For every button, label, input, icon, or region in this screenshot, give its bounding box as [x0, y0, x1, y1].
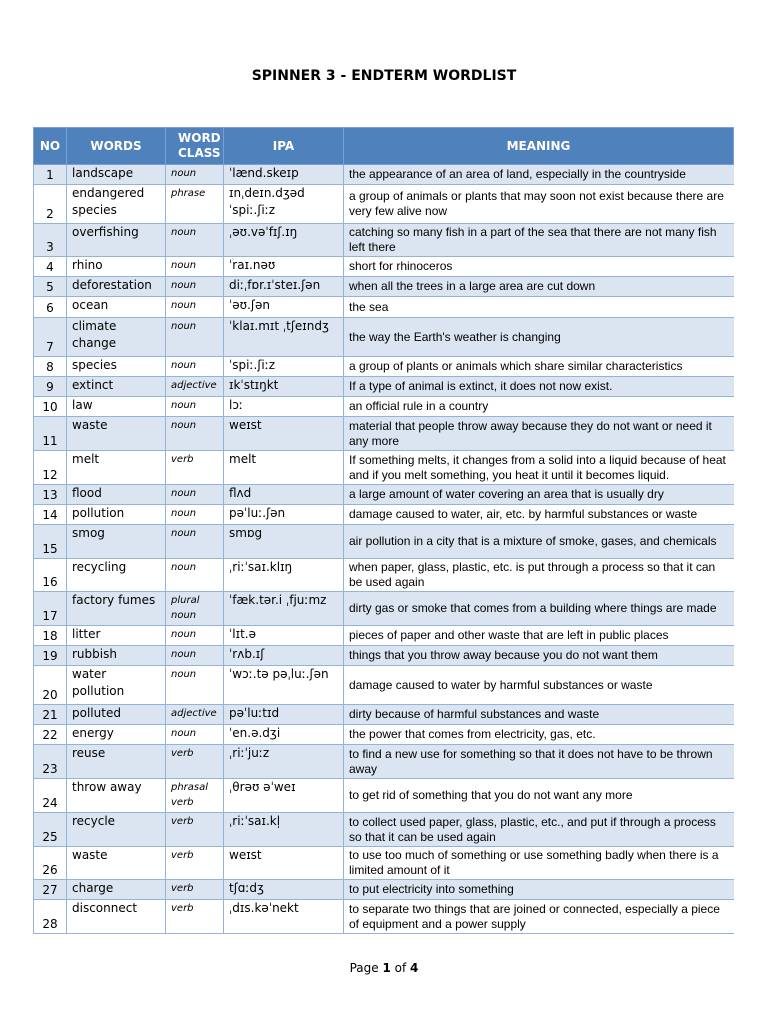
row-number: 12	[34, 451, 67, 485]
table-row	[34, 185, 734, 224]
meaning-cell: a large amount of water covering an area that is usually dry	[344, 485, 734, 505]
meaning-cell: If something melts, it changes from a solid into a liquid because of heat and if you melt something, you heat it until it becomes liquid.	[344, 451, 734, 485]
table-row	[34, 900, 734, 934]
word-class-cell: noun	[166, 397, 224, 417]
ipa-cell: ˈlɪt.ə	[224, 626, 344, 646]
table-row	[34, 451, 734, 485]
word-class-cell: noun	[166, 525, 224, 559]
word-cell: ocean	[67, 297, 166, 318]
word-class-cell: noun	[166, 725, 224, 745]
word-cell: species	[67, 357, 166, 377]
page-title: SPINNER 3 - ENDTERM WORDLIST	[251, 68, 517, 84]
word-class-cell: verb	[166, 880, 224, 900]
meaning-cell: damage caused to water by harmful substances or waste	[344, 666, 734, 705]
row-number: 11	[34, 417, 67, 451]
footer-prefix: Page	[349, 961, 383, 975]
word-cell: charge	[67, 880, 166, 900]
row-number: 9	[34, 377, 67, 397]
word-class-cell: verb	[166, 813, 224, 847]
word-cell: throw away	[67, 779, 166, 813]
table-row	[34, 705, 734, 725]
word-class-cell: noun	[166, 505, 224, 525]
ipa-cell: ˈraɪ.nəʊ	[224, 257, 344, 277]
meaning-cell: when all the trees in a large area are cut down	[344, 277, 734, 297]
meaning-cell: the power that comes from electricity, gas, etc.	[344, 725, 734, 745]
row-number: 17	[34, 592, 67, 626]
table-row	[34, 880, 734, 900]
meaning-cell: an official rule in a country	[344, 397, 734, 417]
ipa-cell: ˈlænd.skeɪp	[224, 165, 344, 185]
ipa-cell: ˈspiː.ʃiːz	[224, 357, 344, 377]
word-class-cell: noun	[166, 626, 224, 646]
row-number: 25	[34, 813, 67, 847]
table-row	[34, 646, 734, 666]
ipa-cell: weɪst	[224, 847, 344, 880]
header-words: WORDS	[67, 128, 166, 165]
meaning-cell: dirty gas or smoke that comes from a building where things are made	[344, 592, 734, 626]
table-row	[34, 745, 734, 779]
meaning-cell: a group of plants or animals which share similar characteristics	[344, 357, 734, 377]
word-class-cell: verb	[166, 900, 224, 934]
ipa-cell: diːˌfɒr.ɪˈsteɪ.ʃən	[224, 277, 344, 297]
table-row	[34, 377, 734, 397]
header-meaning: MEANING	[344, 128, 734, 165]
meaning-cell: to find a new use for something so that it does not have to be thrown away	[344, 745, 734, 779]
word-cell: waste	[67, 417, 166, 451]
total-pages: 4	[410, 961, 419, 975]
table-header	[34, 128, 734, 165]
wordlist-table	[33, 127, 734, 934]
row-number: 14	[34, 505, 67, 525]
word-class-cell: adjective	[166, 377, 224, 397]
word-class-cell: noun	[166, 277, 224, 297]
word-cell: smog	[67, 525, 166, 559]
word-class-cell: noun	[166, 559, 224, 592]
table-row	[34, 725, 734, 745]
meaning-cell: to get rid of something that you do not want any more	[344, 779, 734, 813]
ipa-cell: ˌriːˈsaɪ.kl̩	[224, 813, 344, 847]
word-cell: energy	[67, 725, 166, 745]
row-number: 28	[34, 900, 67, 934]
ipa-cell: ˌdɪs.kəˈnekt	[224, 900, 344, 934]
word-cell: law	[67, 397, 166, 417]
header-ipa: IPA	[224, 128, 344, 165]
row-number: 8	[34, 357, 67, 377]
word-cell: rhino	[67, 257, 166, 277]
word-cell: climate change	[67, 318, 166, 357]
word-cell: polluted	[67, 705, 166, 725]
ipa-cell: flʌd	[224, 485, 344, 505]
page-footer	[0, 961, 768, 975]
meaning-cell: to use too much of something or use something badly when there is a limited amount of it	[344, 847, 734, 880]
row-number: 18	[34, 626, 67, 646]
word-class-cell: phrase	[166, 185, 224, 224]
word-cell: recycling	[67, 559, 166, 592]
meaning-cell: If a type of animal is extinct, it does not now exist.	[344, 377, 734, 397]
word-cell: landscape	[67, 165, 166, 185]
word-class-cell: noun	[166, 646, 224, 666]
word-cell: waste	[67, 847, 166, 880]
row-number: 15	[34, 525, 67, 559]
table-row	[34, 257, 734, 277]
ipa-cell: ˌriːˈjuːz	[224, 745, 344, 779]
row-number: 13	[34, 485, 67, 505]
row-number: 20	[34, 666, 67, 705]
table-row	[34, 485, 734, 505]
word-class-cell: noun	[166, 297, 224, 318]
table-row	[34, 357, 734, 377]
word-class-cell: verb	[166, 847, 224, 880]
word-class-cell: noun	[166, 165, 224, 185]
ipa-cell: ˈen.ə.dʒi	[224, 725, 344, 745]
word-class-cell: noun	[166, 257, 224, 277]
meaning-cell: air pollution in a city that is a mixture of smoke, gases, and chemicals	[344, 525, 734, 559]
header-class: WORD CLASS	[166, 128, 224, 165]
meaning-cell: to collect used paper, glass, plastic, etc., and put if through a process so that it can be used again	[344, 813, 734, 847]
ipa-cell: ˈəʊ.ʃən	[224, 297, 344, 318]
meaning-cell: damage caused to water, air, etc. by harmful substances or waste	[344, 505, 734, 525]
current-page: 1	[382, 961, 391, 975]
ipa-cell: lɔː	[224, 397, 344, 417]
word-class-cell: noun	[166, 224, 224, 257]
ipa-cell: smɒg	[224, 525, 344, 559]
row-number: 6	[34, 297, 67, 318]
word-cell: recycle	[67, 813, 166, 847]
word-cell: rubbish	[67, 646, 166, 666]
row-number: 2	[34, 185, 67, 224]
row-number: 22	[34, 725, 67, 745]
row-number: 4	[34, 257, 67, 277]
ipa-cell: pəˈluː.ʃən	[224, 505, 344, 525]
meaning-cell: to separate two things that are joined or connected, especially a piece of equipment and a power supply	[344, 900, 734, 934]
word-cell: water pollution	[67, 666, 166, 705]
table-row	[34, 847, 734, 880]
table-row	[34, 397, 734, 417]
ipa-cell: pəˈluːtɪd	[224, 705, 344, 725]
ipa-cell: ˌθrəʊ əˈweɪ	[224, 779, 344, 813]
ipa-cell: ˈklaɪ.mɪt ˌtʃeɪndʒ	[224, 318, 344, 357]
ipa-cell: ˌəʊ.vəˈfɪʃ.ɪŋ	[224, 224, 344, 257]
meaning-cell: things that you throw away because you do not want them	[344, 646, 734, 666]
meaning-cell: pieces of paper and other waste that are left in public places	[344, 626, 734, 646]
word-cell: deforestation	[67, 277, 166, 297]
ipa-cell: ɪnˌdeɪn.dʒəd ˈspiː.ʃiːz	[224, 185, 344, 224]
word-class-cell: noun	[166, 666, 224, 705]
meaning-cell: the sea	[344, 297, 734, 318]
word-class-cell: plural noun	[166, 592, 224, 626]
ipa-cell: ˈfæk.tər.i ˌfjuːmz	[224, 592, 344, 626]
word-cell: endangered species	[67, 185, 166, 224]
word-class-cell: verb	[166, 745, 224, 779]
meaning-cell: a group of animals or plants that may soon not exist because there are very few alive now	[344, 185, 734, 224]
meaning-cell: to put electricity into something	[344, 880, 734, 900]
ipa-cell: ˈwɔː.tə pəˌluː.ʃən	[224, 666, 344, 705]
word-cell: factory fumes	[67, 592, 166, 626]
table-row	[34, 626, 734, 646]
row-number: 19	[34, 646, 67, 666]
table-row	[34, 592, 734, 626]
word-cell: extinct	[67, 377, 166, 397]
word-class-cell: phrasal verb	[166, 779, 224, 813]
word-cell: pollution	[67, 505, 166, 525]
table-row	[34, 318, 734, 357]
meaning-cell: when paper, glass, plastic, etc. is put through a process so that it can be used again	[344, 559, 734, 592]
table-row	[34, 277, 734, 297]
word-class-cell: verb	[166, 451, 224, 485]
table-row	[34, 779, 734, 813]
footer-of: of	[390, 961, 411, 975]
word-cell: disconnect	[67, 900, 166, 934]
table-row	[34, 666, 734, 705]
ipa-cell: melt	[224, 451, 344, 485]
table-row	[34, 559, 734, 592]
word-class-cell: adjective	[166, 705, 224, 725]
meaning-cell: dirty because of harmful substances and waste	[344, 705, 734, 725]
table-row	[34, 165, 734, 185]
row-number: 3	[34, 224, 67, 257]
word-cell: flood	[67, 485, 166, 505]
word-class-cell: noun	[166, 357, 224, 377]
row-number: 10	[34, 397, 67, 417]
table-row	[34, 813, 734, 847]
row-number: 21	[34, 705, 67, 725]
meaning-cell: the appearance of an area of land, especially in the countryside	[344, 165, 734, 185]
ipa-cell: ˈrʌb.ɪʃ	[224, 646, 344, 666]
word-cell: reuse	[67, 745, 166, 779]
ipa-cell: ˌriːˈsaɪ.klɪŋ	[224, 559, 344, 592]
word-class-cell: noun	[166, 318, 224, 357]
header-no: NO	[34, 128, 67, 165]
meaning-cell: material that people throw away because they do not want or need it any more	[344, 417, 734, 451]
word-class-cell: noun	[166, 485, 224, 505]
row-number: 1	[34, 165, 67, 185]
row-number: 23	[34, 745, 67, 779]
table-row	[34, 224, 734, 257]
row-number: 5	[34, 277, 67, 297]
table-row	[34, 525, 734, 559]
word-class-cell: noun	[166, 417, 224, 451]
ipa-cell: tʃɑːdʒ	[224, 880, 344, 900]
row-number: 27	[34, 880, 67, 900]
table-row	[34, 505, 734, 525]
row-number: 26	[34, 847, 67, 880]
table-row	[34, 297, 734, 318]
meaning-cell: short for rhinoceros	[344, 257, 734, 277]
ipa-cell: weɪst	[224, 417, 344, 451]
word-cell: overfishing	[67, 224, 166, 257]
word-cell: litter	[67, 626, 166, 646]
row-number: 7	[34, 318, 67, 357]
meaning-cell: catching so many fish in a part of the sea that there are not many fish left there	[344, 224, 734, 257]
row-number: 24	[34, 779, 67, 813]
table-row	[34, 417, 734, 451]
word-cell: melt	[67, 451, 166, 485]
meaning-cell: the way the Earth's weather is changing	[344, 318, 734, 357]
ipa-cell: ɪkˈstɪŋkt	[224, 377, 344, 397]
row-number: 16	[34, 559, 67, 592]
